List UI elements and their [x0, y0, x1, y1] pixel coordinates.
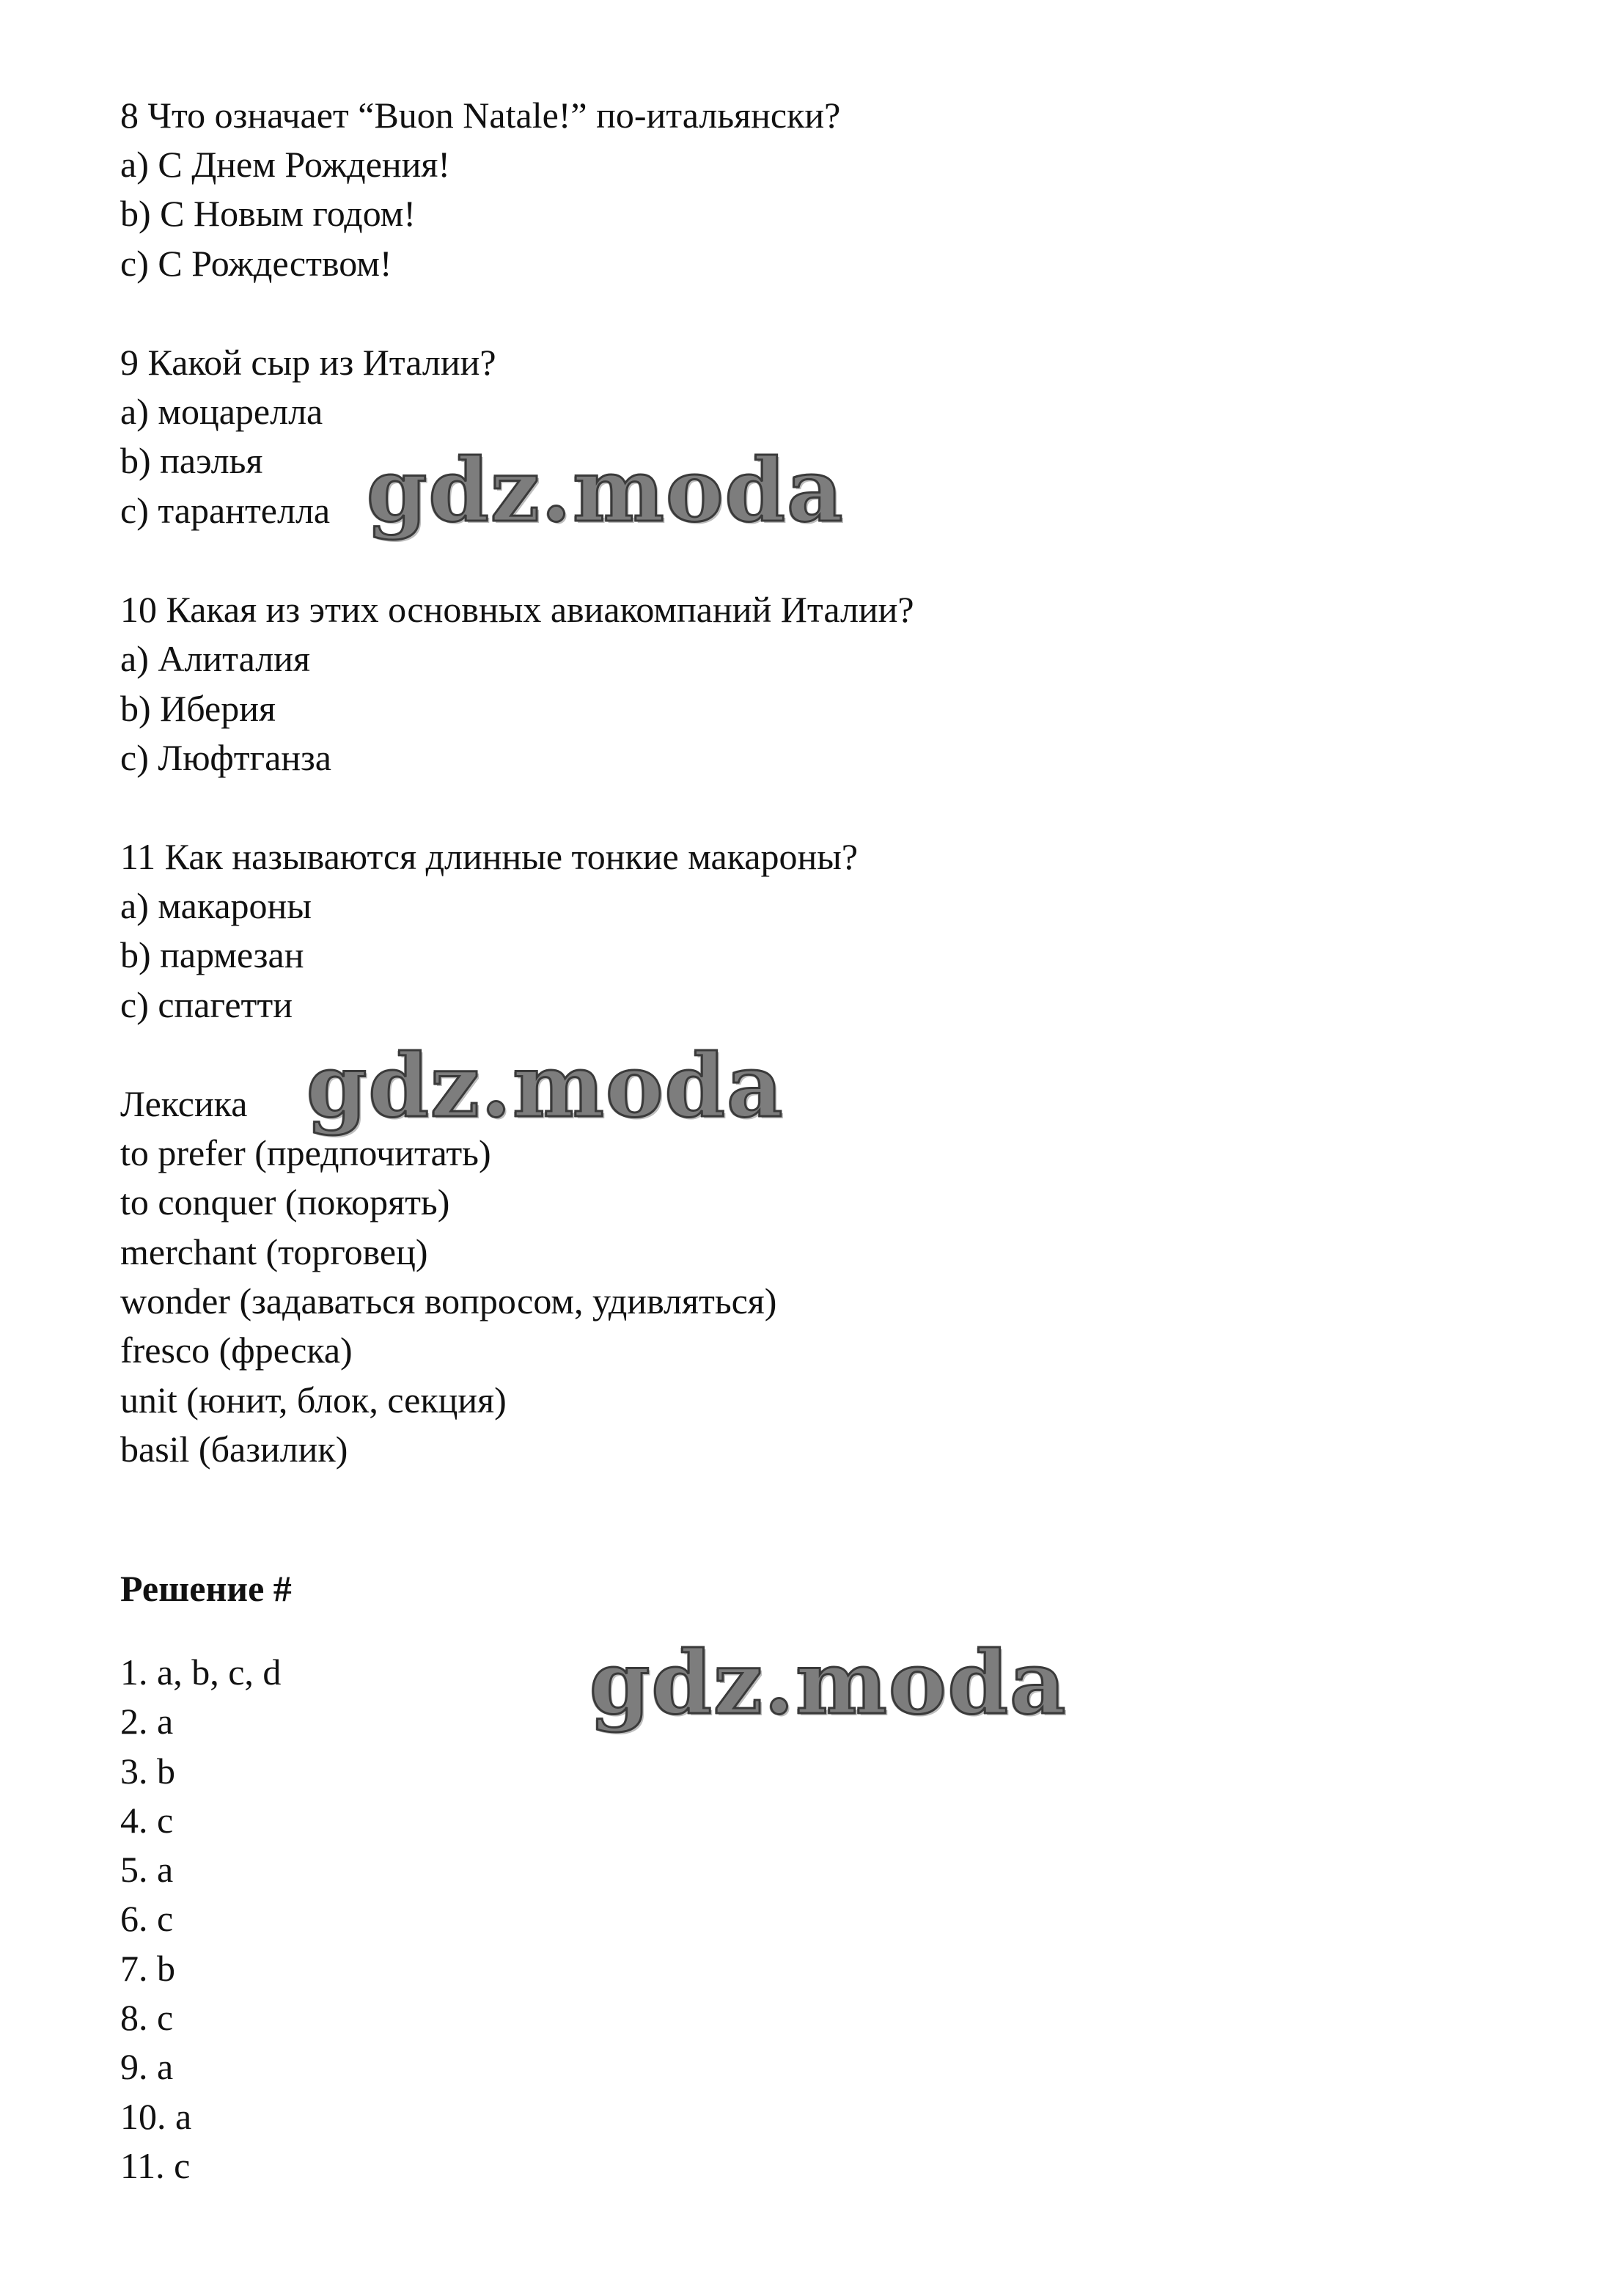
vocabulary-item: to prefer (предпочитать) [120, 1132, 491, 1173]
solution-answer: 10. a [120, 2096, 192, 2137]
vocabulary-item: wonder (задаваться вопросом, удивляться) [120, 1280, 777, 1322]
question-8-option-b: b) С Новым годом! [120, 193, 416, 234]
question-9-option-b: b) паэлья [120, 440, 263, 481]
solution-answer: 6. c [120, 1898, 174, 1939]
vocabulary-item: merchant (торговец) [120, 1231, 428, 1272]
question-11-option-b: b) пармезан [120, 934, 304, 975]
question-8-option-c: c) С Рождеством! [120, 243, 392, 284]
question-9-text: 9 Какой сыр из Италии? [120, 342, 496, 383]
question-8-text: 8 Что означает “Buon Natale!” по-итальянски? [120, 95, 841, 136]
question-9-option-c: c) тарантелла [120, 490, 331, 531]
watermark: gdz.moda [367, 439, 845, 541]
question-9-option-a: a) моцарелла [120, 391, 323, 432]
question-11-option-a: a) макароны [120, 885, 312, 926]
question-8-option-a: a) С Днем Рождения! [120, 144, 451, 185]
watermark: gdz.moda [306, 1035, 785, 1137]
question-11-text: 11 Как называются длинные тонкие макароны? [120, 836, 859, 877]
solution-answer: 5. a [120, 1849, 174, 1890]
solution-title: Решение # [120, 1568, 292, 1609]
solution-answer: 9. a [120, 2046, 174, 2087]
question-11-option-c: c) спагетти [120, 984, 293, 1025]
vocabulary-title: Лексика [120, 1083, 248, 1124]
solution-answer: 8. c [120, 1997, 174, 2038]
question-10-option-a: a) Алиталия [120, 638, 310, 679]
question-10-option-c: c) Люфтганза [120, 737, 331, 778]
vocabulary-item: to conquer (покорять) [120, 1181, 450, 1223]
solution-answer: 2. a [120, 1701, 174, 1742]
solution-answer: 7. b [120, 1948, 175, 1989]
question-10-option-b: b) Иберия [120, 688, 276, 729]
solution-answer: 4. c [120, 1800, 174, 1841]
watermark: gdz.moda [589, 1632, 1068, 1734]
solution-answer: 11. c [120, 2145, 191, 2186]
vocabulary-item: fresco (фреска) [120, 1330, 353, 1371]
solution-answer: 1. a, b, c, d [120, 1652, 282, 1693]
question-10-text: 10 Какая из этих основных авиакомпаний Италии? [120, 589, 914, 630]
solution-answer: 3. b [120, 1751, 175, 1792]
vocabulary-item: unit (юнит, блок, секция) [120, 1379, 507, 1421]
vocabulary-item: basil (базилик) [120, 1429, 348, 1470]
